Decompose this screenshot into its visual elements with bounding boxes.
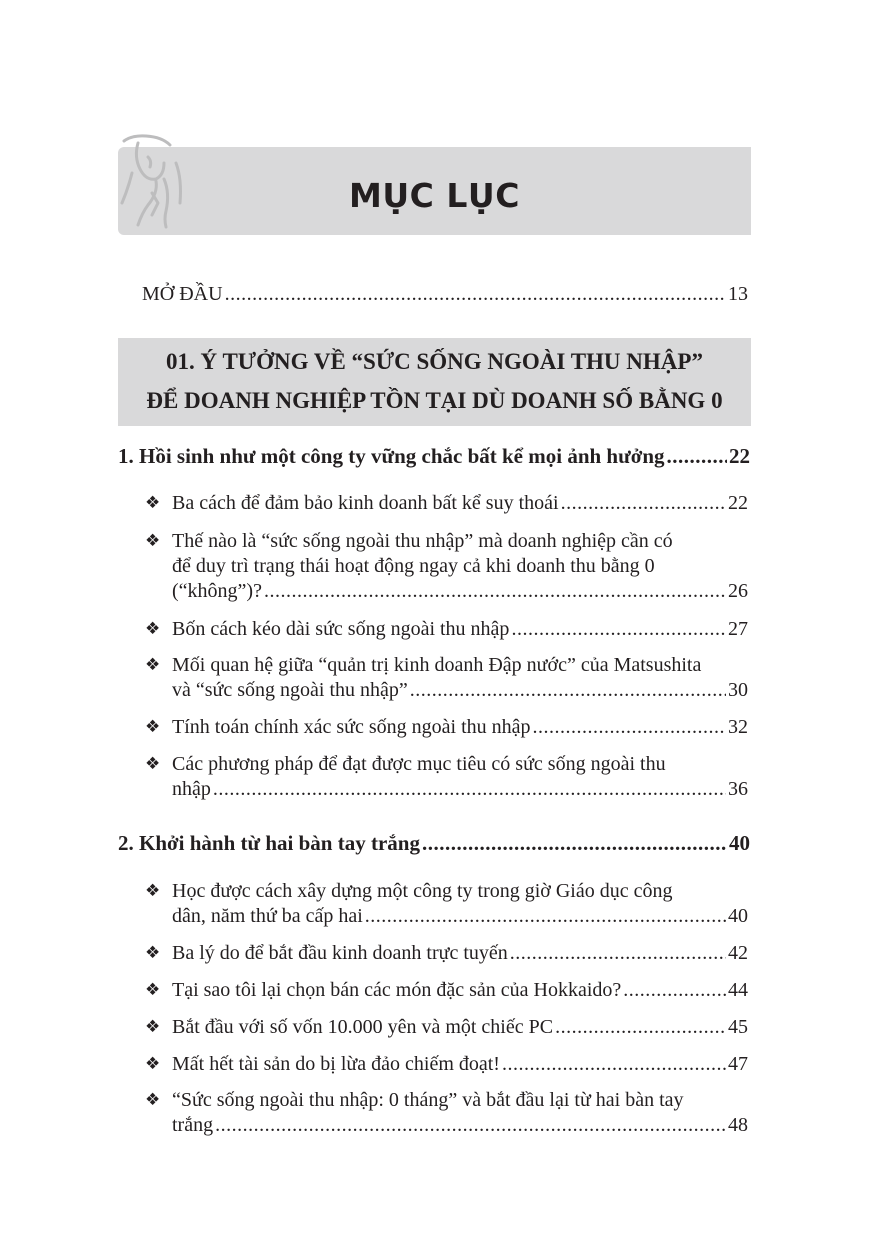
dot-leader bbox=[215, 1112, 726, 1138]
chapter-title: 1. Hồi sinh như một công ty vững chắc bất kể mọi ảnh hưởng bbox=[118, 444, 665, 468]
toc-item-title: Bốn cách kéo dài sức sống ngoài thu nhập bbox=[172, 618, 510, 640]
dot-leader bbox=[555, 1014, 726, 1040]
toc-item-page: 36 bbox=[728, 778, 748, 800]
toc-item-title: Bắt đầu với số vốn 10.000 yên và một chiếc PC bbox=[172, 1016, 554, 1038]
toc-item-page: 22 bbox=[728, 492, 748, 514]
part-heading-line2: ĐỂ DOANH NGHIỆP TỒN TẠI DÙ DOANH SỐ BẰNG 0 bbox=[146, 388, 723, 413]
toc-item-line: Thế nào là “sức sống ngoài thu nhập” mà doanh nghiệp cần có bbox=[172, 530, 673, 552]
toc-item-title: và “sức sống ngoài thu nhập” bbox=[172, 679, 408, 701]
toc-item[interactable] bbox=[172, 1014, 748, 1040]
bullet-icon: ❖ bbox=[145, 619, 161, 639]
toc-item[interactable] bbox=[172, 977, 748, 1003]
chapter-title: 2. Khởi hành từ hai bàn tay trắng bbox=[118, 831, 420, 855]
toc-item-page: 42 bbox=[728, 942, 748, 964]
chapter-page: 40 bbox=[729, 831, 750, 855]
dot-leader bbox=[510, 940, 726, 966]
dot-leader bbox=[422, 830, 727, 856]
toc-item[interactable] bbox=[172, 903, 748, 929]
bullet-icon: ❖ bbox=[145, 531, 161, 551]
toc-item-title: Ba cách để đảm bảo kinh doanh bất kể suy thoái bbox=[172, 492, 559, 514]
toc-item-line: “Sức sống ngoài thu nhập: 0 tháng” và bắt đầu lại từ hai bàn tay bbox=[172, 1089, 684, 1111]
toc-item-page: 44 bbox=[728, 979, 748, 1001]
toc-item-page: 27 bbox=[728, 618, 748, 640]
part-heading-line1: 01. Ý TƯỞNG VỀ “SỨC SỐNG NGOÀI THU NHẬP” bbox=[166, 349, 703, 374]
toc-item-page: 32 bbox=[728, 716, 748, 738]
bullet-icon: ❖ bbox=[145, 1017, 161, 1037]
bullet-icon: ❖ bbox=[145, 881, 161, 901]
toc-chapter[interactable] bbox=[118, 443, 750, 469]
toc-item-title: Ba lý do để bắt đầu kinh doanh trực tuyến bbox=[172, 942, 508, 964]
dot-leader bbox=[502, 1051, 726, 1077]
toc-intro[interactable] bbox=[142, 281, 748, 307]
dot-leader bbox=[623, 977, 726, 1003]
toc-item-line: để duy trì trạng thái hoạt động ngay cả khi doanh thu bằng 0 bbox=[172, 555, 655, 577]
bullet-icon: ❖ bbox=[145, 717, 161, 737]
dot-leader bbox=[264, 578, 726, 604]
toc-item-title: Tính toán chính xác sức sống ngoài thu nhập bbox=[172, 716, 531, 738]
toc-item-page: 47 bbox=[728, 1053, 748, 1075]
bullet-icon: ❖ bbox=[145, 655, 161, 675]
bullet-icon: ❖ bbox=[145, 1090, 161, 1110]
toc-item[interactable] bbox=[172, 578, 748, 604]
bullet-icon: ❖ bbox=[145, 1054, 161, 1074]
toc-item-title: nhập bbox=[172, 778, 211, 800]
dot-leader bbox=[410, 677, 726, 703]
toc-item-page: 26 bbox=[728, 580, 748, 602]
toc-item-title: (“không”)? bbox=[172, 580, 262, 602]
dot-leader bbox=[533, 714, 726, 740]
toc-item[interactable] bbox=[172, 714, 748, 740]
toc-item-line: Mối quan hệ giữa “quản trị kinh doanh Đập nước” của Matsushita bbox=[172, 654, 702, 676]
page-title: MỤC LỤC bbox=[349, 175, 520, 215]
dot-leader bbox=[225, 281, 726, 307]
dot-leader bbox=[511, 616, 726, 642]
toc-item[interactable] bbox=[172, 677, 748, 703]
bullet-icon: ❖ bbox=[145, 980, 161, 1000]
toc-chapter[interactable] bbox=[118, 830, 750, 856]
dot-leader bbox=[213, 776, 726, 802]
toc-item-page: 40 bbox=[728, 905, 748, 927]
toc-item[interactable] bbox=[172, 940, 748, 966]
toc-intro-label: MỞ ĐẦU bbox=[142, 283, 223, 305]
toc-item-title: trắng bbox=[172, 1114, 214, 1136]
toc-item[interactable] bbox=[172, 1112, 748, 1138]
toc-item-line: Các phương pháp để đạt được mục tiêu có sức sống ngoài thu bbox=[172, 753, 666, 775]
toc-item-title: Mất hết tài sản do bị lừa đảo chiếm đoạt! bbox=[172, 1053, 500, 1075]
toc-item-title: Tại sao tôi lại chọn bán các món đặc sản của Hokkaido? bbox=[172, 979, 622, 1001]
dot-leader bbox=[561, 490, 726, 516]
dot-leader bbox=[667, 443, 727, 469]
toc-item[interactable] bbox=[172, 616, 748, 642]
toc-item-line: Học được cách xây dựng một công ty trong giờ Giáo dục công bbox=[172, 880, 673, 902]
chapter-page: 22 bbox=[729, 444, 750, 468]
toc-item-page: 45 bbox=[728, 1016, 748, 1038]
toc-item-page: 48 bbox=[728, 1114, 748, 1136]
toc-item-page: 30 bbox=[728, 679, 748, 701]
toc-item[interactable] bbox=[172, 1051, 748, 1077]
toc-item[interactable] bbox=[172, 776, 748, 802]
dot-leader bbox=[365, 903, 726, 929]
toc-item-title: dân, năm thứ ba cấp hai bbox=[172, 905, 363, 927]
toc-item[interactable] bbox=[172, 490, 748, 516]
bullet-icon: ❖ bbox=[145, 493, 161, 513]
toc-intro-page: 13 bbox=[728, 283, 748, 305]
bullet-icon: ❖ bbox=[145, 943, 161, 963]
bullet-icon: ❖ bbox=[145, 754, 161, 774]
